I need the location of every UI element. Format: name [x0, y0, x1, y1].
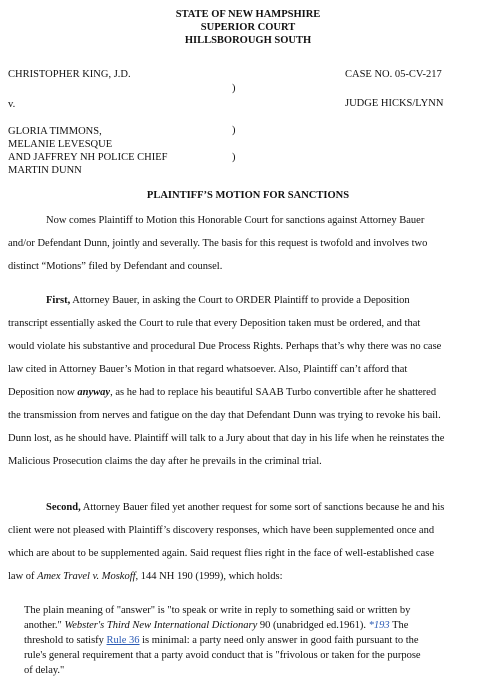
quote-line: The plain meaning of "answer" is "to speak or write in reply to something said or written by: [24, 605, 411, 616]
motion-title: PLAINTIFF’S MOTION FOR SANCTIONS: [146, 190, 350, 201]
quote-text: threshold to satisfy: [24, 635, 107, 646]
block-quote: [24, 603, 492, 683]
para-line: [8, 382, 436, 405]
emphasis-anyway: anyway: [77, 387, 111, 398]
court-state: STATE OF NEW HAMPSHIRE: [175, 9, 321, 20]
para-line: which are about to be supplemented again. Said request flies right in the face of well-established case: [8, 548, 434, 559]
para-text: Deposition now: [8, 387, 78, 398]
court-name: SUPERIOR COURT: [200, 22, 296, 33]
para-lead: Second,: [46, 502, 81, 513]
caption-paren-1: ): [232, 83, 236, 94]
dictionary-citation: Webster's Third New International Dictionary: [64, 620, 258, 631]
caption-defendant-2: MELANIE LEVESQUE: [8, 139, 113, 150]
para-line: client were not pleased with Plaintiff’s discovery responses, which have been supplemented once and: [8, 525, 435, 536]
para-line: law cited in Attorney Bauer’s Motion in that regard whatsoever. Also, Plaintiff can’t afford that: [8, 364, 408, 375]
court-district: HILLSBOROUGH SOUTH: [184, 35, 312, 46]
quote-text: 90 (unabridged ed.1961).: [257, 620, 369, 631]
quote-line: [24, 618, 408, 633]
para-text: , as he had to replace his beautiful SAAB Turbo convertible after he shattered: [110, 387, 437, 398]
para-text: law of: [8, 571, 38, 582]
caption-defendant-4: MARTIN DUNN: [8, 165, 82, 176]
page-star-link[interactable]: *193: [368, 620, 390, 631]
para-lead: First,: [46, 295, 71, 306]
caption-case-no: CASE NO. 05-CV-217: [345, 69, 442, 80]
quote-text: another.": [24, 620, 65, 631]
para-line: transcript essentially asked the Court to rule that every Deposition taken must be ordered, and that: [8, 318, 421, 329]
para-line: [8, 566, 283, 589]
caption-versus: v.: [8, 99, 16, 110]
quote-text: The: [389, 620, 409, 631]
para-text: Attorney Bauer filed yet another request for some sort of sanctions because he and his: [80, 502, 445, 513]
case-citation: Amex Travel v. Moskoff: [37, 571, 136, 582]
quote-line: rule's general requirement that a party avoid conduct that is "frivolous or taken for the purpose: [24, 650, 421, 661]
caption-paren-3: ): [232, 152, 236, 163]
paragraph-second: [8, 497, 492, 593]
para-line: Now comes Plaintiff to Motion this Honorable Court for sanctions against Attorney Bauer: [46, 215, 425, 226]
caption-plaintiff: CHRISTOPHER KING, J.D.: [8, 69, 131, 80]
para-text: Attorney Bauer, in asking the Court to ORDER Plaintiff to provide a Deposition: [70, 295, 410, 306]
paragraph-first: [8, 290, 492, 476]
rule-36-link[interactable]: Rule 36: [106, 635, 140, 646]
para-line: distinct “Motions” filed by Defendant and counsel.: [8, 261, 223, 272]
para-line: [46, 290, 410, 313]
quote-line: of delay.": [24, 665, 65, 676]
caption-defendant-3: AND JAFFREY NH POLICE CHIEF: [8, 152, 168, 163]
quote-line: [24, 633, 419, 648]
caption-paren-2: ): [232, 125, 236, 136]
para-text: , 144 NH 190 (1999), which holds:: [135, 571, 283, 582]
para-line: would violate his substantive and procedural Due Process Rights. Perhaps that’s why there was no case: [8, 341, 442, 352]
quote-text: is minimal: a party need only answer in good faith pursuant to the: [139, 635, 419, 646]
para-line: Dunn lost, as he should have. Plaintiff will talk to a Jury about that day in his life when he reinstates the: [8, 433, 445, 444]
para-line: Malicious Prosecution claims the day after he prevails in the criminal trial.: [8, 456, 322, 467]
paragraph-intro: [8, 210, 492, 280]
para-line: the transmission from nerves and fatigue on the day that Defendant Dunn was trying to revoke his bail.: [8, 410, 441, 421]
para-line: [46, 497, 444, 520]
caption-judge: JUDGE HICKS/LYNN: [345, 98, 444, 109]
caption-defendant-1: GLORIA TIMMONS,: [8, 126, 102, 137]
para-line: and/or Defendant Dunn, jointly and severally. The basis for this request is twofold and involves two: [8, 238, 428, 249]
